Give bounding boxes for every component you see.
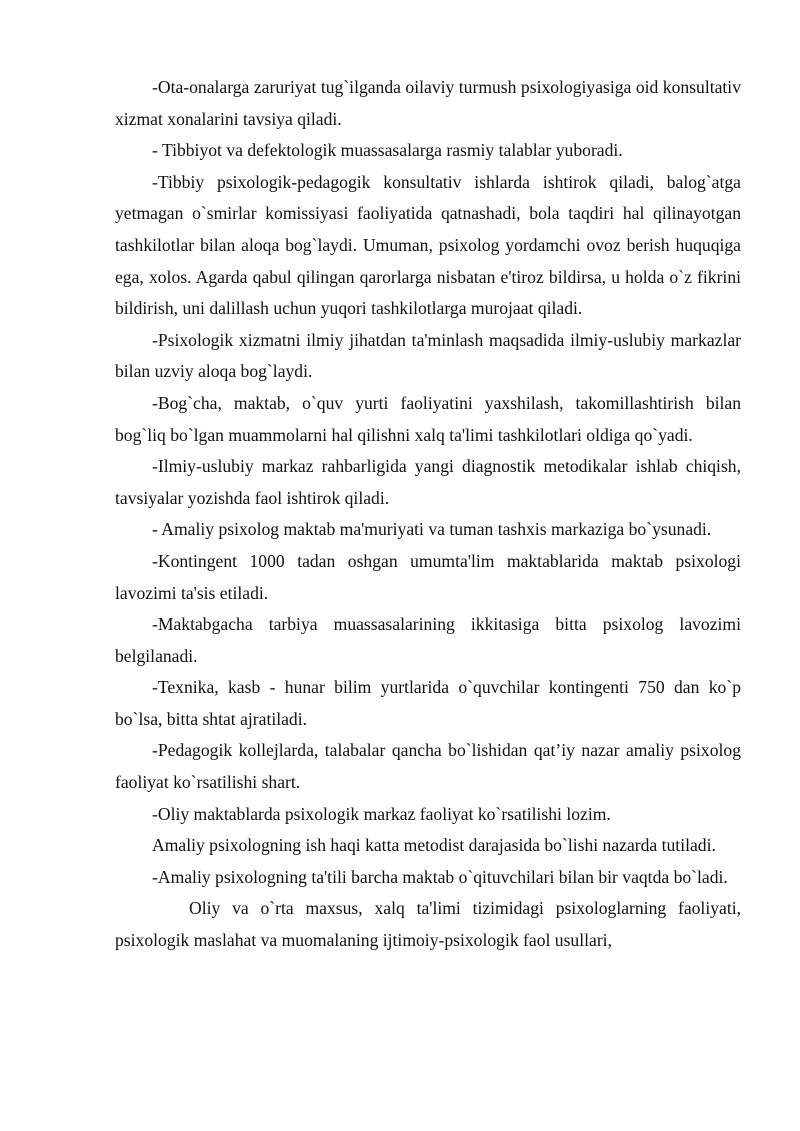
paragraph: -Pedagogik kollejlarda, talabalar qancha bo`lishidan qat’iy nazar amaliy psixolog faoliyat ko`rsatilishi shart. [115, 740, 741, 793]
paragraph: -Oliy maktablarda psixologik markaz faoliyat ko`rsatilishi lozim. [152, 803, 611, 824]
paragraph: -Tibbiy psixologik-pedagogik konsultativ ishlarda ishtirok qiladi, balog`atga yetmagan o`smirlar komissiyasi faoliyatida qatnashadi, bola taqdiri hal qilinayotgan tashkilotlar bilan aloqa bog`laydi. Umuman, psixolog yordamchi ovoz berish huquqiga ega, xolos. Agarda qabul qilingan qarorlarga nisbatan e'tiroz bildirsa, u holda o`z fikrini bildirish, uni dalillash uchun yuqori tashkilotlarga murojaat qiladi. [115, 171, 741, 319]
paragraph: -Bog`cha, maktab, o`quv yurti faoliyatini yaxshilash, takomillashtirish bilan bog`liq bo`lgan muammolarni hal qilishni xalq ta'limi tashkilotlari oldiga qo`yadi. [115, 392, 741, 445]
paragraph: -Ota-onalarga zaruriyat tug`ilganda oilaviy turmush psixologiyasiga oid konsultativ xizmat xonalarini tavsiya qiladi. [115, 77, 741, 129]
paragraph: -Texnika, kasb - hunar bilim yurtlarida o`quvchilar kontingenti 750 dan ko`p bo`lsa, bitta shtat ajratiladi. [115, 677, 741, 729]
paragraph: -Ilmiy-uslubiy markaz rahbarligida yangi diagnostik metodikalar ishlab chiqish, tavsiyalar yozishda faol ishtirok qiladi. [115, 456, 741, 508]
paragraph: Amaliy psixologning ish haqi katta metodist darajasida bo`lishi nazarda tutiladi. [152, 835, 716, 856]
paragraph: -Amaliy psixologning ta'tili barcha maktab o`qituvchilari bilan bir vaqtda bo`ladi. [152, 866, 728, 887]
paragraph: - Tibbiyot va defektologik muassasalarga rasmiy talablar yuboradi. [152, 140, 623, 161]
paragraph: - Amaliy psixolog maktab ma'muriyati va tuman tashxis markaziga bo`ysunadi. [152, 519, 712, 540]
paragraph: Oliy va o`rta maxsus, xalq ta'limi tizimidagi psixologlarning faoliyati, psixologik maslahat va muomalaning ijtimoiy-psixologik faol usullari, [115, 898, 741, 951]
paragraph: -Kontingent 1000 tadan oshgan umumta'lim maktablarida maktab psixologi lavozimi ta'sis etiladi. [115, 550, 741, 603]
paragraph: -Maktabgacha tarbiya muassasalarining ikkitasiga bitta psixolog lavozimi belgilanadi. [115, 614, 741, 666]
document-body [115, 72, 741, 957]
paragraph: -Psixologik xizmatni ilmiy jihatdan ta'minlash maqsadida ilmiy-uslubiy markazlar bilan uzviy aloqa bog`laydi. [115, 329, 741, 382]
